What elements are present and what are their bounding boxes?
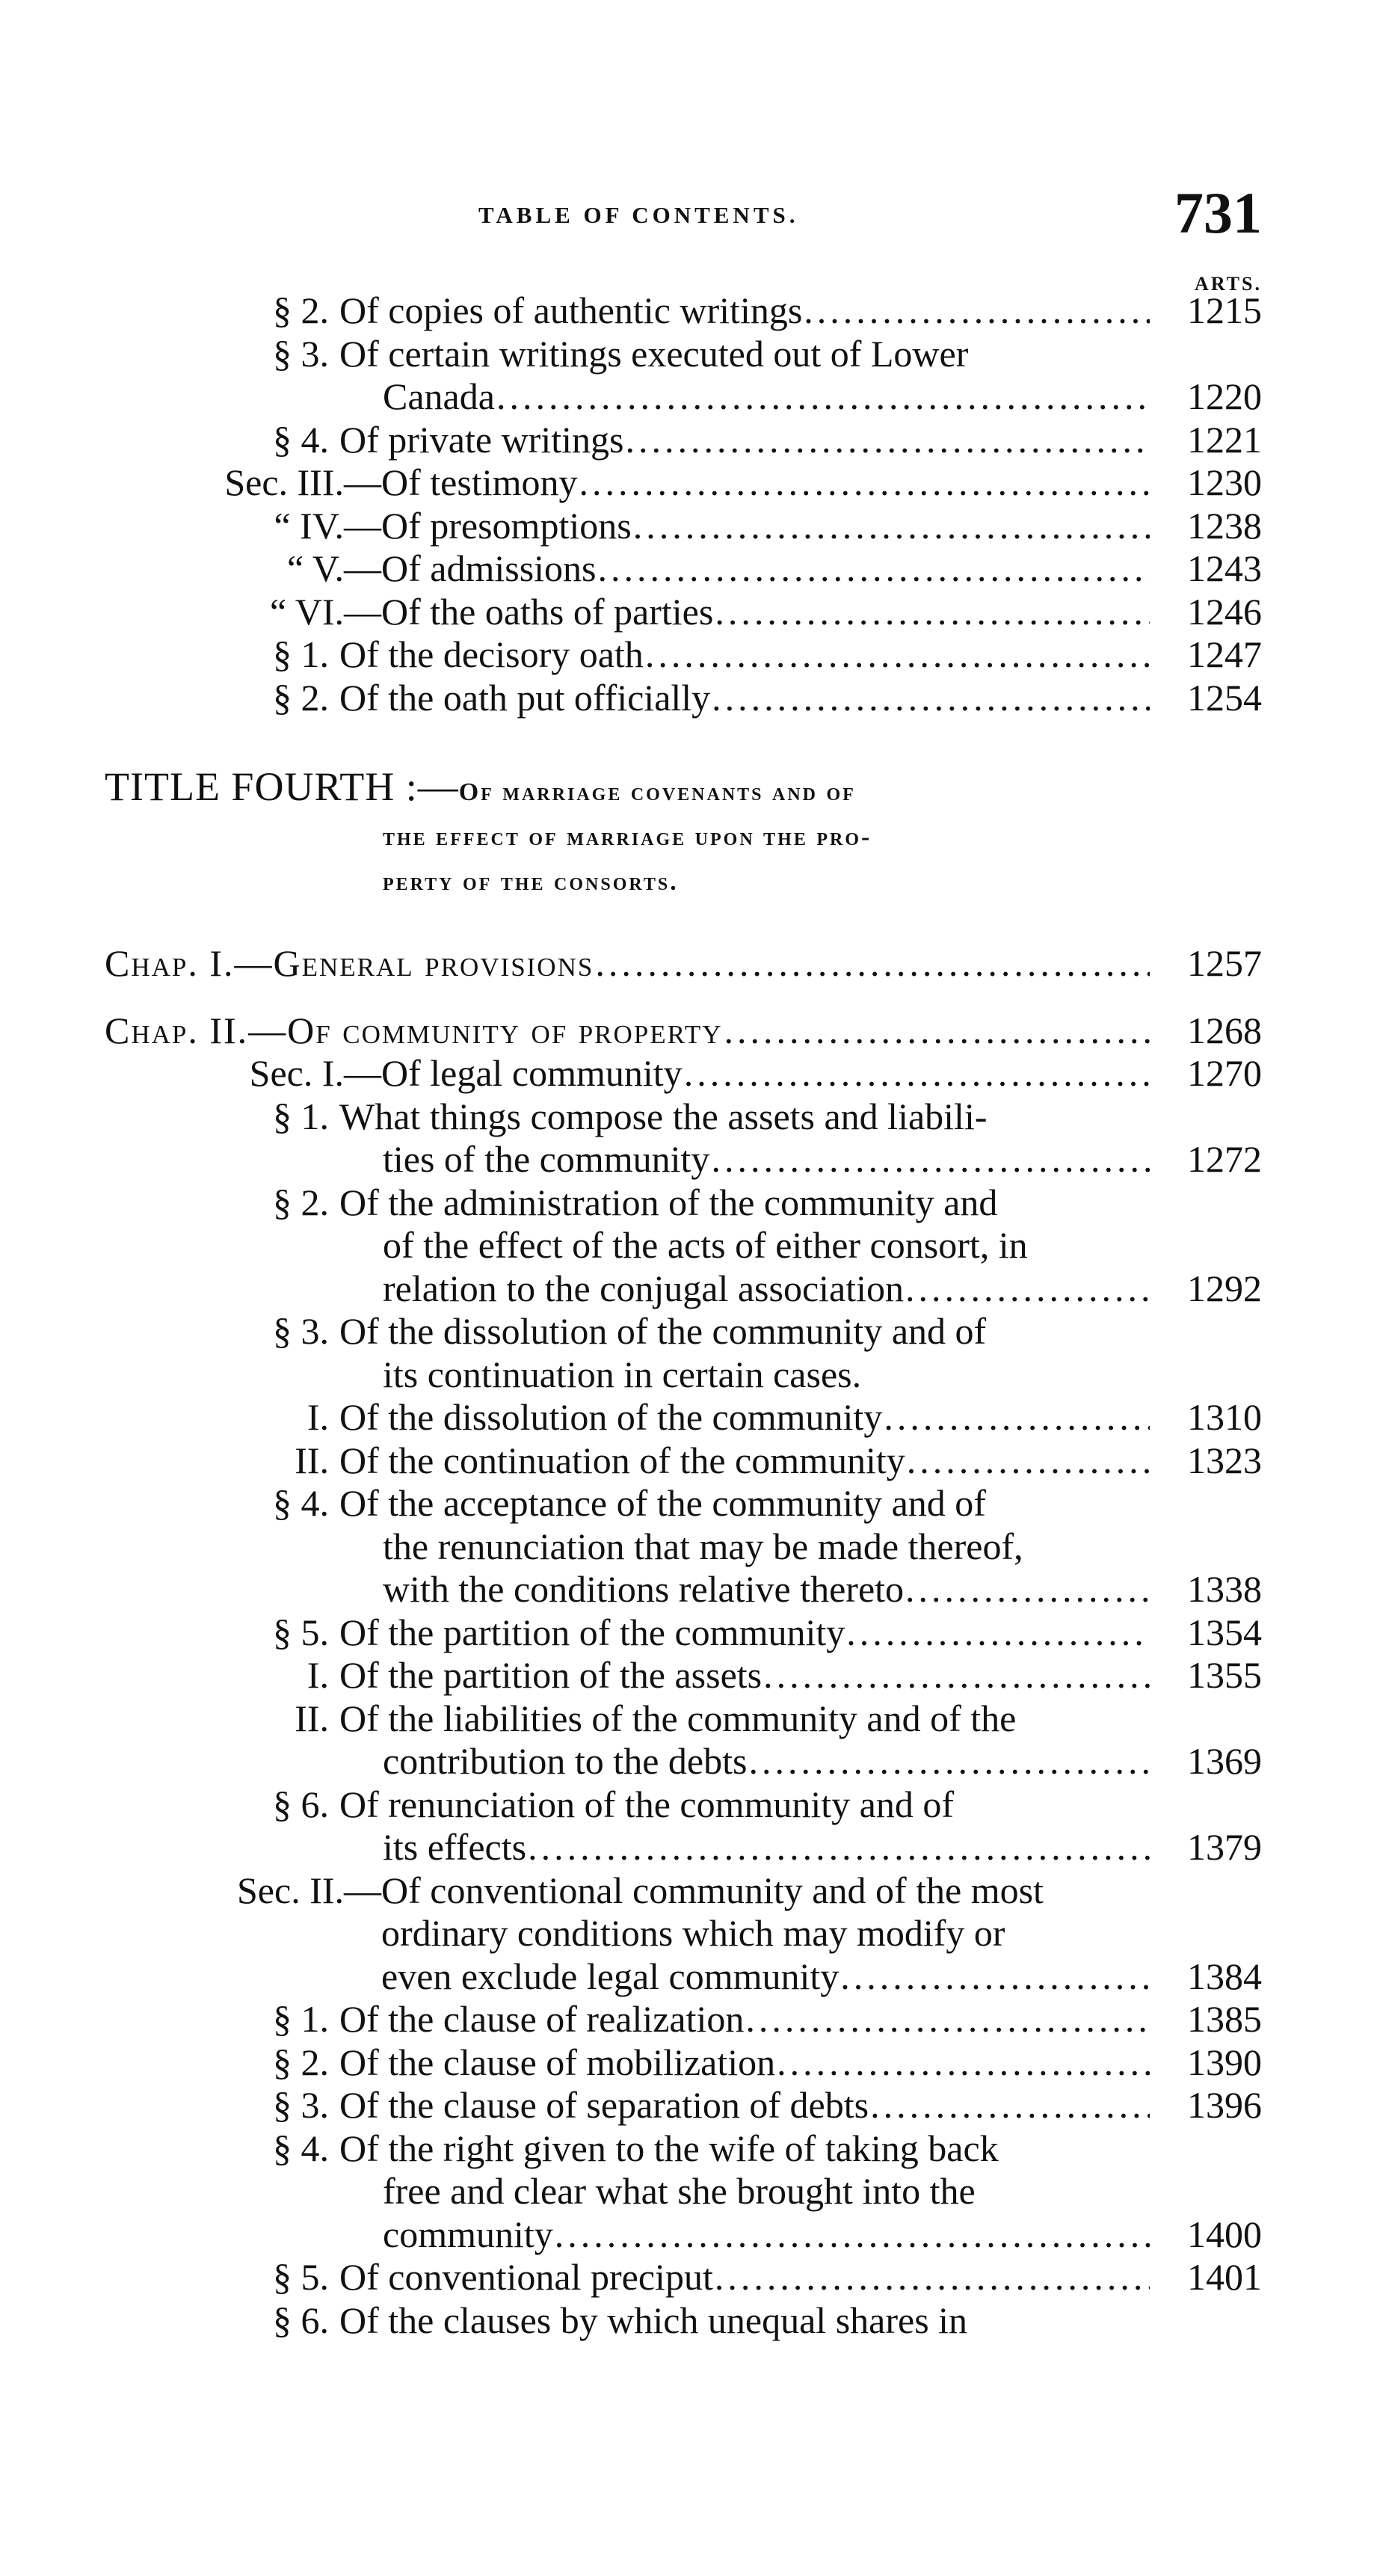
- leader-dots: [905, 1439, 1150, 1483]
- entry-lead: § 3.: [273, 2084, 329, 2126]
- toc-entry[interactable]: [105, 419, 1262, 462]
- entry-text: Of the oaths of parties: [381, 590, 714, 633]
- article-number: 1354: [1187, 1611, 1262, 1653]
- toc-entry-continuation: [105, 1224, 1262, 1267]
- leader-dots: [845, 1611, 1150, 1655]
- title-line-3: perty of the consorts.: [383, 868, 679, 896]
- article-number: 1355: [1187, 1654, 1262, 1696]
- entry-lead: § 6.: [273, 1783, 329, 1825]
- article-number: 1221: [1187, 418, 1262, 461]
- toc-entry[interactable]: [105, 2084, 1262, 2127]
- page-header: [0, 179, 1374, 254]
- toc-entry-continuation: [105, 1912, 1262, 1955]
- entry-text: ties of the community: [383, 1138, 710, 1180]
- toc-entry-continuation: [105, 1353, 1262, 1397]
- leader-dots: [632, 505, 1150, 548]
- toc-entry[interactable]: [105, 1611, 1262, 1655]
- entry-text: Of private writings: [339, 418, 624, 461]
- toc-entry-continuation: [105, 2170, 1262, 2213]
- toc-entry-chap-1[interactable]: [105, 942, 1262, 986]
- entry-text: Of the dissolution of the community: [339, 1396, 883, 1438]
- page-number: 731: [1174, 180, 1262, 245]
- toc-entry[interactable]: [105, 1052, 1262, 1095]
- spacer: [105, 986, 1262, 1009]
- entry-lead: “ VI.—: [269, 590, 381, 633]
- entry-text: ordinary conditions which may modify or: [381, 1912, 1005, 1954]
- entry-text: the renunciation that may be made thereof,: [383, 1525, 1023, 1567]
- leader-dots: [747, 1740, 1150, 1783]
- entry-text: contribution to the debts: [383, 1740, 748, 1782]
- article-number: 1379: [1187, 1826, 1262, 1868]
- leader-dots: [683, 1052, 1150, 1095]
- toc-entry-continuation: [105, 2213, 1262, 2257]
- entry-text: Of testimony: [381, 461, 578, 503]
- toc-entry[interactable]: [105, 1482, 1262, 1525]
- article-number: 1400: [1187, 2213, 1262, 2255]
- leader-dots: [526, 1826, 1150, 1869]
- entry-lead: Sec. III.—: [224, 461, 381, 503]
- entry-text: Of the dissolution of the community and of: [339, 1310, 987, 1352]
- entry-lead: § 4.: [273, 1482, 329, 1524]
- toc-entry[interactable]: [105, 505, 1262, 548]
- entry-lead: § 1.: [273, 1095, 329, 1137]
- entry-lead: I.: [306, 1654, 329, 1696]
- toc-entry-continuation: [105, 1568, 1262, 1611]
- toc-entry[interactable]: [105, 1697, 1262, 1741]
- table-of-contents: [105, 273, 1262, 2342]
- entry-text: relation to the conjugal association: [383, 1267, 905, 1309]
- entry-lead: § 2.: [273, 1181, 329, 1223]
- toc-entry[interactable]: [105, 633, 1262, 677]
- entry-text: with the conditions relative thereto: [383, 1568, 905, 1610]
- toc-entry-continuation: [105, 375, 1262, 419]
- entry-lead: § 3.: [273, 332, 329, 375]
- toc-entry-continuation: [105, 1138, 1262, 1181]
- entry-text: Of the decisory oath: [339, 633, 644, 675]
- entry-text: General provisions: [273, 942, 594, 984]
- entry-text: Of conventional community and of the most: [381, 1869, 1044, 1911]
- article-number: 1323: [1187, 1439, 1262, 1481]
- leader-dots: [713, 2256, 1150, 2299]
- entry-lead: § 4.: [273, 418, 329, 461]
- leader-dots: [713, 591, 1150, 634]
- leader-dots: [904, 1267, 1150, 1311]
- toc-entry[interactable]: [105, 289, 1262, 333]
- leader-dots: [594, 942, 1150, 986]
- toc-entry[interactable]: [105, 1310, 1262, 1353]
- leader-dots: [869, 2084, 1150, 2127]
- article-number: 1215: [1187, 289, 1262, 331]
- entry-text: Of conventional preciput: [339, 2256, 713, 2298]
- entry-lead: § 2.: [273, 2041, 329, 2083]
- entry-text: What things compose the assets and liabili-: [339, 1095, 988, 1137]
- entry-text: Of presomptions: [381, 504, 632, 547]
- title-fourth-heading: [105, 764, 1262, 905]
- entry-text: of the effect of the acts of either consort, in: [383, 1224, 1028, 1266]
- entry-text: Of the liabilities of the community and of the: [339, 1697, 1017, 1739]
- article-number: 1247: [1187, 633, 1262, 675]
- entry-text: Of certain writings executed out of Lower: [339, 332, 969, 375]
- entry-text: Of the continuation of the community: [339, 1439, 905, 1481]
- entry-lead: § 4.: [273, 2127, 329, 2169]
- entry-text: Of the clause of realization: [339, 1998, 745, 2040]
- leader-dots: [744, 1998, 1150, 2041]
- entry-text: Of renunciation of the community and of: [339, 1783, 954, 1825]
- entry-text: Of the partition of the community: [339, 1611, 845, 1653]
- toc-entry-continuation: [105, 1740, 1262, 1783]
- toc-entry[interactable]: [105, 2041, 1262, 2085]
- toc-entry[interactable]: [105, 2256, 1262, 2299]
- article-number: 1310: [1187, 1396, 1262, 1438]
- entry-lead: § 5.: [273, 2256, 329, 2298]
- article-number: 1257: [1187, 942, 1262, 984]
- entry-lead: § 1.: [273, 1998, 329, 2040]
- article-number: 1369: [1187, 1740, 1262, 1782]
- entry-lead: I.: [306, 1396, 329, 1438]
- article-number: 1384: [1187, 1955, 1262, 1997]
- entry-text: community: [383, 2213, 553, 2255]
- entry-text: Of the clauses by which unequal shares in: [339, 2299, 968, 2341]
- article-number: 1220: [1187, 375, 1262, 417]
- entry-text: even exclude legal community: [381, 1955, 840, 1997]
- article-number: 1401: [1187, 2256, 1262, 2298]
- entry-text: Of the right given to the wife of taking back: [339, 2127, 999, 2169]
- leader-dots: [802, 289, 1150, 333]
- article-number: 1243: [1187, 547, 1262, 589]
- article-number: 1230: [1187, 461, 1262, 503]
- entry-text: Of community of property: [287, 1009, 723, 1051]
- arts-column-label: ARTS.: [1195, 273, 1262, 295]
- entry-lead: Chap. I.—: [105, 942, 274, 984]
- article-number: 1292: [1187, 1267, 1262, 1309]
- article-number: 1268: [1187, 1009, 1262, 1051]
- toc-entry[interactable]: [105, 333, 1262, 376]
- entry-text: Of the partition of the assets: [339, 1654, 763, 1696]
- toc-entry[interactable]: [105, 2299, 1262, 2343]
- toc-entry[interactable]: [105, 461, 1262, 505]
- leader-dots: [597, 547, 1150, 591]
- leader-dots: [762, 1654, 1150, 1697]
- title-label: TITLE FOURTH :—: [105, 764, 459, 809]
- toc-entry[interactable]: [105, 1439, 1262, 1483]
- article-number: 1338: [1187, 1568, 1262, 1610]
- article-number: 1390: [1187, 2041, 1262, 2083]
- toc-entry-chap-2[interactable]: [105, 1009, 1262, 1053]
- entry-lead: Sec. I.—: [249, 1052, 381, 1094]
- entry-text: free and clear what she brought into the: [383, 2170, 976, 2212]
- leader-dots: [775, 2041, 1150, 2085]
- toc-entry[interactable]: [105, 1998, 1262, 2041]
- entry-text: Of the administration of the community and: [339, 1181, 998, 1223]
- entry-text: Of the oath put officially: [339, 676, 711, 719]
- entry-lead: “ V.—: [287, 547, 381, 589]
- toc-entry[interactable]: [105, 1095, 1262, 1139]
- title-line-2: the effect of marriage upon the pro-: [383, 823, 872, 851]
- leader-dots: [623, 419, 1150, 462]
- toc-entry-continuation: [105, 1525, 1262, 1569]
- article-number: 1272: [1187, 1138, 1262, 1180]
- entry-lead: “ IV.—: [274, 504, 381, 547]
- leader-dots: [577, 461, 1150, 505]
- toc-entry[interactable]: [105, 1869, 1262, 1913]
- entry-lead: § 5.: [273, 1611, 329, 1653]
- toc-entry[interactable]: [105, 1181, 1262, 1225]
- entry-text: Of the clause of separation of debts: [339, 2084, 869, 2126]
- entry-lead: § 3.: [273, 1310, 329, 1352]
- entry-lead: § 6.: [273, 2299, 329, 2341]
- entry-lead: Sec. II.—: [237, 1869, 381, 1911]
- toc-entry[interactable]: [105, 1783, 1262, 1827]
- entry-text: Of copies of authentic writings: [339, 289, 803, 331]
- toc-entry-continuation: [105, 1826, 1262, 1869]
- entry-text: Canada: [383, 375, 495, 417]
- entry-text: its continuation in certain cases.: [383, 1353, 862, 1395]
- title-line-1: Of marriage covenants and of: [458, 778, 856, 806]
- entry-lead: § 2.: [273, 676, 329, 719]
- entry-text: Of admissions: [381, 547, 597, 589]
- entry-lead: II.: [295, 1439, 329, 1481]
- toc-entry[interactable]: [105, 1654, 1262, 1697]
- leader-dots: [709, 1138, 1150, 1181]
- toc-entry[interactable]: [105, 547, 1262, 591]
- toc-entry-continuation: [105, 1955, 1262, 1999]
- entry-lead: Chap. II.—: [105, 1009, 288, 1051]
- toc-entry[interactable]: [105, 591, 1262, 634]
- leader-dots: [553, 2213, 1150, 2257]
- toc-section-community: [105, 1052, 1262, 2342]
- entry-text: Of the acceptance of the community and of: [339, 1482, 986, 1524]
- leader-dots: [723, 1009, 1150, 1053]
- leader-dots: [839, 1955, 1150, 1999]
- toc-section-proof: [105, 289, 1262, 719]
- article-number: 1246: [1187, 590, 1262, 633]
- running-title: TABLE OF CONTENTS.: [478, 202, 799, 228]
- entry-text: its effects: [383, 1826, 527, 1868]
- entry-lead: § 1.: [273, 633, 329, 675]
- entry-lead: II.: [295, 1697, 329, 1739]
- leader-dots: [904, 1568, 1150, 1611]
- entry-text: Of legal community: [381, 1052, 683, 1094]
- toc-entry[interactable]: [105, 1396, 1262, 1439]
- article-number: 1254: [1187, 676, 1262, 719]
- toc-entry-continuation: [105, 1267, 1262, 1311]
- leader-dots: [495, 375, 1150, 419]
- leader-dots: [882, 1396, 1150, 1439]
- leader-dots: [710, 677, 1150, 720]
- entry-text: Of the clause of mobilization: [339, 2041, 776, 2083]
- article-number: 1385: [1187, 1998, 1262, 2040]
- leader-dots: [644, 633, 1150, 677]
- article-number: 1270: [1187, 1052, 1262, 1094]
- article-number: 1396: [1187, 2084, 1262, 2126]
- entry-lead: § 2.: [273, 289, 329, 331]
- article-number: 1238: [1187, 504, 1262, 547]
- toc-entry[interactable]: [105, 2127, 1262, 2171]
- toc-entry[interactable]: [105, 677, 1262, 720]
